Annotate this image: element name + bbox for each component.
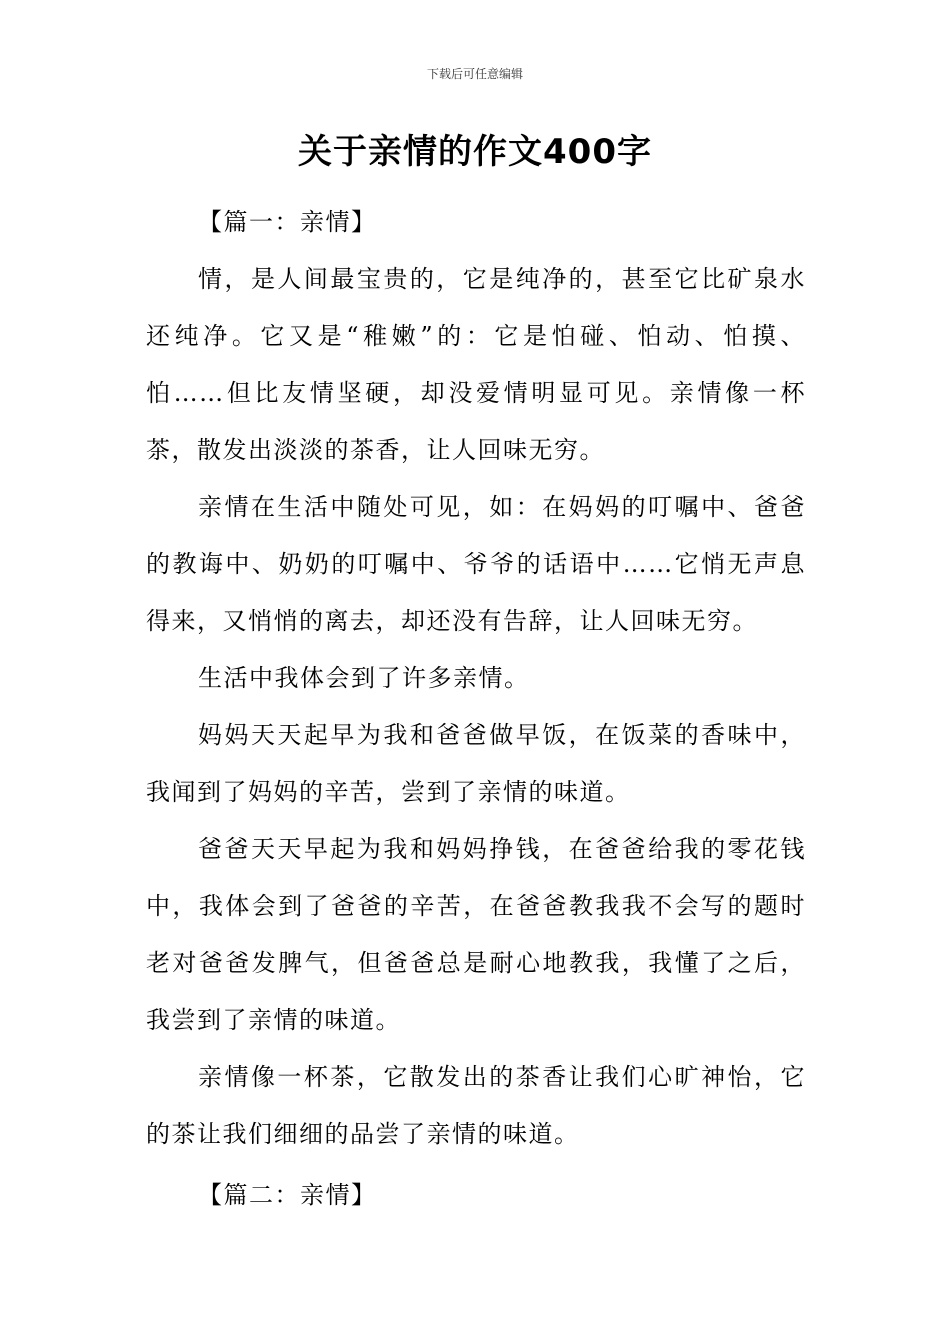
paragraph: 亲情像一杯茶，它散发出的茶香让我们心旷神怡，它的茶让我们细细的品尝了亲情的味道。 bbox=[146, 1063, 806, 1148]
section-heading: 【篇一：亲情】 bbox=[198, 208, 377, 236]
paragraph: 亲情在生活中随处可见，如：在妈妈的叮嘱中、爸爸的教诲中、奶奶的叮嘱中、爷爷的话语中……它悄无声息得来，又悄悄的离去，却还没有告辞，让人回味无穷。 bbox=[146, 493, 806, 635]
watermark: 下载后可任意编辑 bbox=[426, 67, 523, 81]
paragraph: 情，是人间最宝贵的，它是纯净的，甚至它比矿泉水还纯净。它又是“稚嫩”的：它是怕碰、怕动、怕摸、怕……但比友情坚硬，却没爱情明显可见。亲情像一杯茶，散发出淡淡的茶香，让人回味无穷。 bbox=[146, 265, 806, 464]
paragraph: 生活中我体会到了许多亲情。 bbox=[198, 664, 530, 692]
paragraph: 爸爸天天早起为我和妈妈挣钱，在爸爸给我的零花钱中，我体会到了爸爸的辛苦，在爸爸教我我不会写的题时老对爸爸发脾气，但爸爸总是耐心地教我，我懂了之后，我尝到了亲情的味道。 bbox=[146, 835, 806, 1034]
paragraph: 妈妈天天起早为我和爸爸做早饭，在饭菜的香味中，我闻到了妈妈的辛苦，尝到了亲情的味道。 bbox=[146, 721, 806, 806]
document-body bbox=[146, 194, 806, 1163]
document-title: 关于亲情的作文400字 bbox=[298, 132, 652, 172]
section-two bbox=[146, 1167, 806, 1224]
section-heading: 【篇二：亲情】 bbox=[198, 1181, 377, 1209]
